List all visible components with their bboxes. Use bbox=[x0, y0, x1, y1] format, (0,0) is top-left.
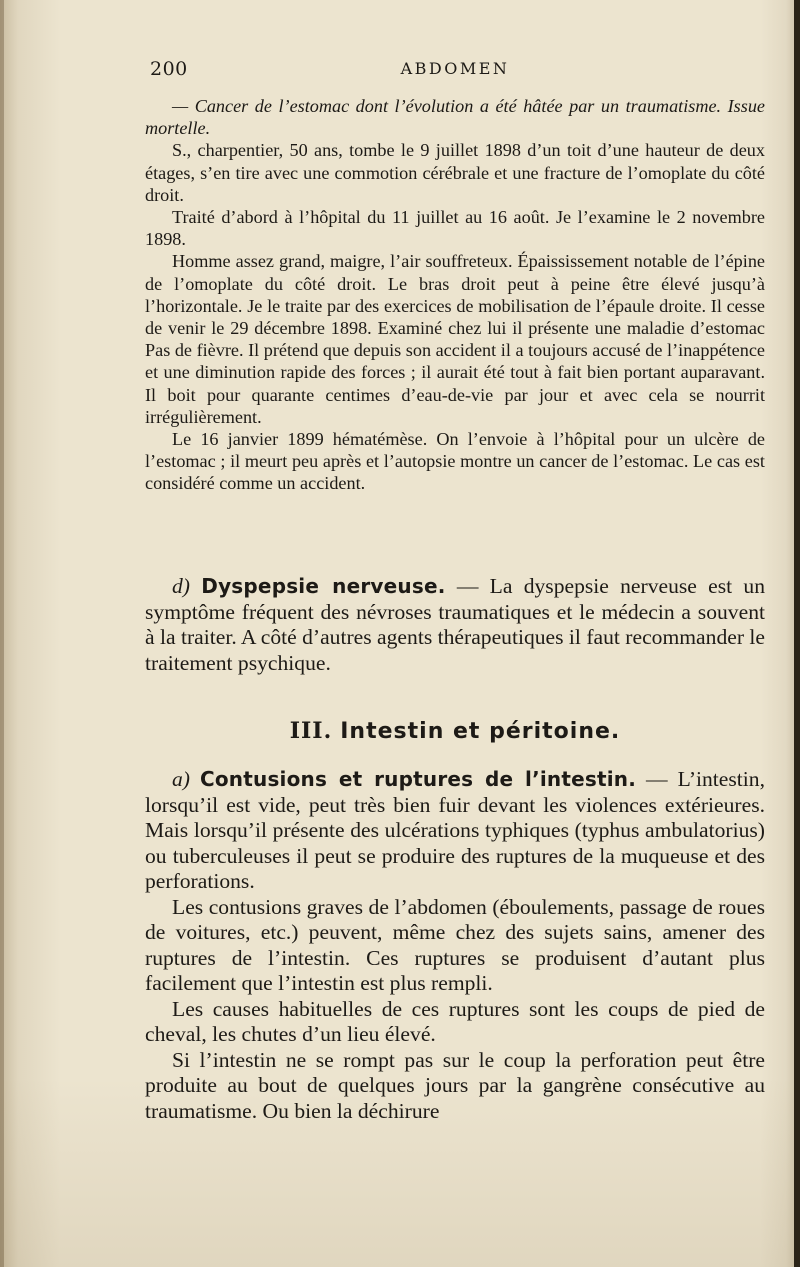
dyspepsie-section bbox=[145, 574, 765, 676]
section-title: Intestin et péritoine. bbox=[340, 719, 621, 744]
dyspepsie-heading: Dyspepsie nerveuse. bbox=[201, 574, 446, 598]
contusions-paragraph: Les causes habituelles de ces ruptures sont les coups de pied de cheval, les chutes d’un lieu élevé. bbox=[145, 996, 765, 1046]
running-head bbox=[150, 58, 760, 82]
contusions-heading: Contusions et ruptures de l’intestin. bbox=[199, 767, 637, 791]
case-paragraph: Homme assez grand, maigre, l’air souffreteux. Épaississement notable de l’épine de l’omoplate du côté droit. Le bras droit peut à peine être élevé jusqu’à l’horizontale. Je le traite par des exercices de mobilisation de l’épaule droite. Il cesse de venir le 29 décembre 1898. Examiné chez lui il présente une maladie d’estomac Pas de fièvre. Il prétend que depuis son accident il a toujours accusé de l’inappétence et une diminution rapide des forces ; il aurait été tout à fait bien portant auparavant. Il boit pour quarante centimes d’eau-de-vie par jour et avec cela se nourrit irrégulièrement. bbox=[145, 251, 765, 427]
contusions-paragraph: Les contusions graves de l’abdomen (éboulements, passage de roues de voitures, etc.) peuvent, même chez des sujets sains, amener des ruptures de l’intestin. Ces ruptures se produisent d’autant plus facilement que l’intestin est plus rempli. bbox=[145, 894, 765, 995]
contusions-section bbox=[145, 767, 765, 1124]
case-report bbox=[145, 95, 765, 495]
section-number: III. bbox=[289, 718, 333, 744]
section-heading bbox=[145, 718, 765, 744]
case-title: — Cancer de l’estomac dont l’évolution a été hâtée par un traumatisme. Issue mortelle. bbox=[145, 96, 765, 139]
case-paragraph: S., charpentier, 50 ans, tombe le 9 juillet 1898 d’un toit d’une hauteur de deux étages, s’en tire avec une commotion cérébrale et une fracture de l’omoplate du côté droit. bbox=[145, 140, 765, 205]
dyspepsie-paragraph bbox=[145, 574, 765, 676]
binding-edge bbox=[794, 0, 800, 1267]
dyspepsie-text: — La dyspepsie nerveuse est un symptôme fréquent des névroses traumatiques et le médecin a souvent à la traiter. A côté d’autres agents thérapeutiques il faut recommander le traitement psychique. bbox=[145, 574, 765, 675]
page-left-edge bbox=[0, 0, 4, 1267]
page-number: 200 bbox=[150, 58, 188, 80]
subsection-marker: d) bbox=[172, 574, 190, 598]
subsection-marker: a) bbox=[172, 767, 190, 791]
running-title: ABDOMEN bbox=[400, 59, 510, 78]
case-paragraph: Le 16 janvier 1899 hématémèse. On l’envoie à l’hôpital pour un ulcère de l’estomac ; il meurt peu après et l’autopsie montre un cancer de l’estomac. Le cas est considéré comme un accident. bbox=[145, 429, 765, 494]
case-paragraph: Traité d’abord à l’hôpital du 11 juillet au 16 août. Je l’examine le 2 novembre 1898. bbox=[145, 207, 765, 250]
contusions-paragraph: Si l’intestin ne se rompt pas sur le coup la perforation peut être produite au bout de quelques jours par la gangrène consécutive au traumatisme. Ou bien la déchirure bbox=[145, 1047, 765, 1123]
contusions-text: — L’intestin, lorsqu’il est vide, peut très bien fuir devant les violences extérieures. Mais lorsqu’il présente des ulcérations typhiques (typhus ambulatorius) ou tuberculeuses il peut se produire des ruptures de la muqueuse et des perforations. bbox=[145, 767, 765, 893]
contusions-paragraph bbox=[145, 767, 765, 895]
